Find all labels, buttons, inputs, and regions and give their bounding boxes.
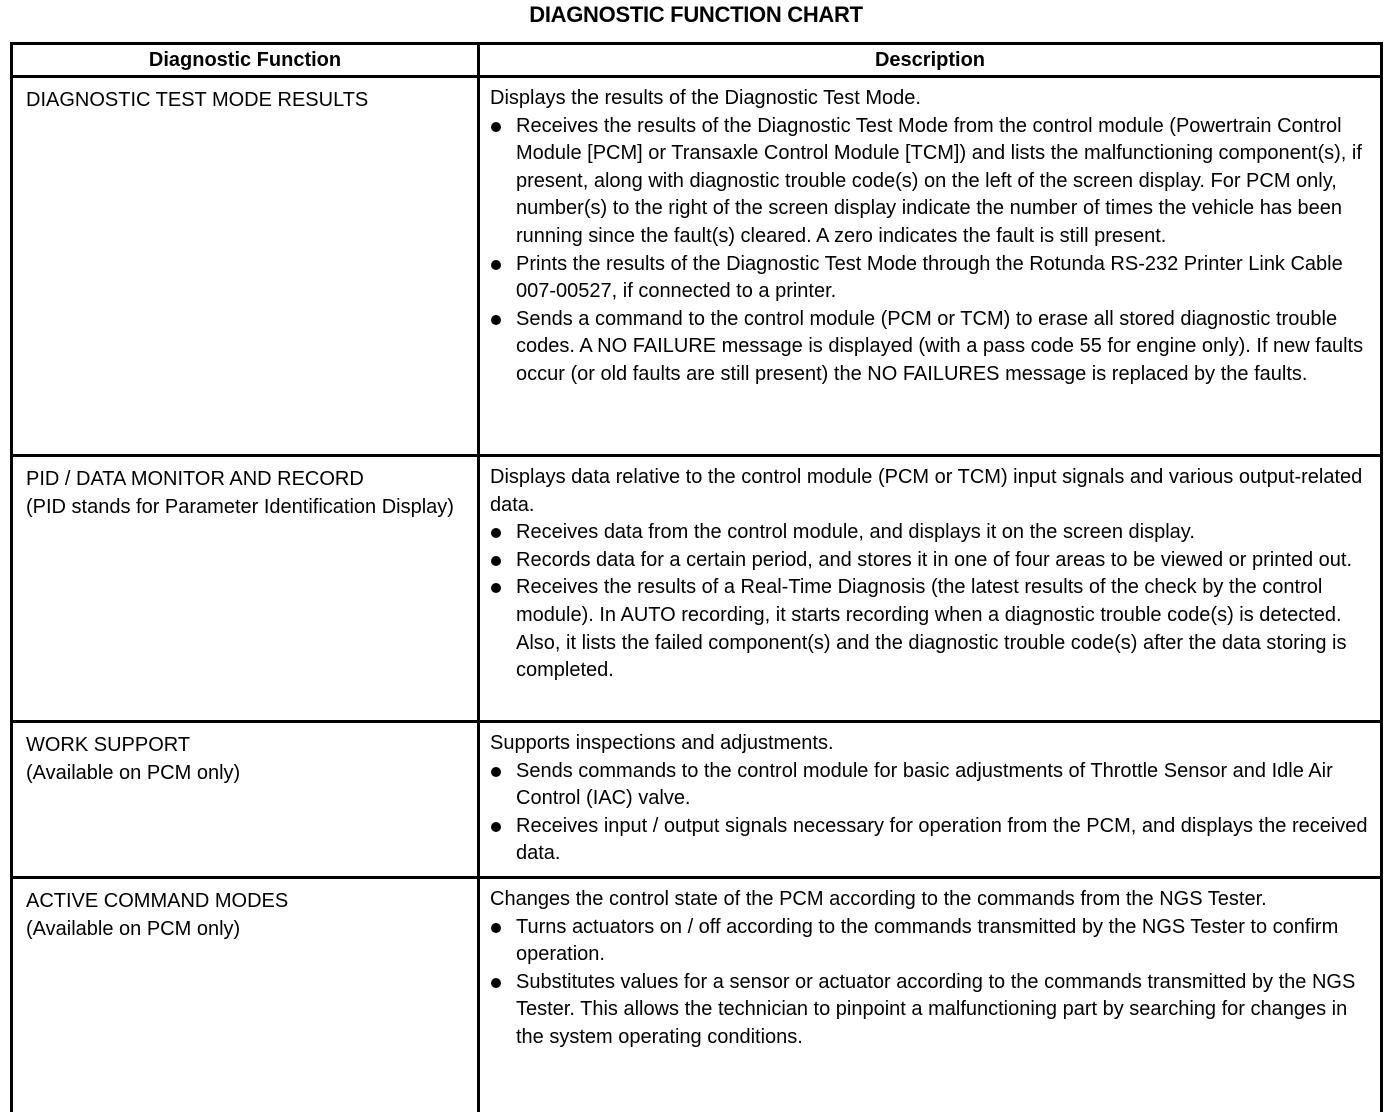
function-note: (Available on PCM only) <box>26 918 241 940</box>
description-intro: Changes the control state of the PCM according to the commands from the NGS Tester. <box>490 888 1267 910</box>
description-cell <box>479 722 1382 878</box>
bullet-text: Sends commands to the control module for basic adjustments of Throttle Sensor and Idle Air Control (IAC) valve. <box>516 759 1333 810</box>
function-name: DIAGNOSTIC TEST MODE RESULTS <box>26 89 369 111</box>
list-item <box>490 306 1368 389</box>
function-name: PID / DATA MONITOR AND RECORD <box>26 468 364 490</box>
bullet-text: Receives the results of the Diagnostic Test Mode from the control module (Powertrain Control Module [PCM] or Transaxle Control Module [TCM]) and lists the malfunctioning component(s), if present, along with diagnostic trouble code(s) on the left of the screen display. For PCM only, number(s) to the right of the screen display indicate the number of times the vehicle has been running since the fault(s) cleared. A zero indicates the fault is still present. <box>516 114 1362 247</box>
bullet-list <box>490 519 1368 685</box>
list-item <box>490 547 1368 575</box>
bullet-icon <box>491 923 501 933</box>
bullet-list <box>490 914 1368 1052</box>
table-row <box>12 77 1382 456</box>
bullet-text: Receives input / output signals necessary for operation from the PCM, and displays the received data. <box>516 814 1368 865</box>
list-item <box>490 574 1368 684</box>
bullet-text: Receives data from the control module, and displays it on the screen display. <box>516 521 1195 544</box>
function-note: (Available on PCM only) <box>26 762 241 784</box>
bullet-icon <box>491 556 501 566</box>
bullet-icon <box>491 260 501 270</box>
list-item <box>490 758 1368 813</box>
description-cell <box>479 456 1382 722</box>
function-cell <box>12 456 479 722</box>
bullet-icon <box>491 978 501 988</box>
bullet-icon <box>491 315 501 325</box>
bullet-icon <box>491 122 501 132</box>
list-item <box>490 813 1368 868</box>
chart-title: DIAGNOSTIC FUNCTION CHART <box>529 2 863 27</box>
function-name: WORK SUPPORT <box>26 734 191 756</box>
description-cell <box>479 77 1382 456</box>
list-item <box>490 113 1368 251</box>
description-cell <box>479 878 1382 1112</box>
table-row <box>12 456 1382 722</box>
bullet-text: Records data for a certain period, and stores it in one of four areas to be viewed or printed out. <box>516 548 1353 571</box>
bullet-list <box>490 758 1368 868</box>
function-cell <box>12 77 479 456</box>
table-row <box>12 722 1382 878</box>
bullet-list <box>490 113 1368 389</box>
bullet-text: Substitutes values for a sensor or actuator according to the commands transmitted by the NGS Tester. This allows the technician to pinpoint a malfunctioning part by searching for changes in the system operating conditions. <box>516 970 1356 1048</box>
function-cell <box>12 722 479 878</box>
list-item <box>490 251 1368 306</box>
bullet-text: Turns actuators on / off according to the commands transmitted by the NGS Tester to confirm operation. <box>516 915 1339 966</box>
list-item <box>490 969 1368 1052</box>
function-cell <box>12 878 479 1112</box>
header-diagnostic-function: Diagnostic Function <box>12 44 479 77</box>
description-intro: Supports inspections and adjustments. <box>490 732 834 754</box>
bullet-text: Prints the results of the Diagnostic Test Mode through the Rotunda RS-232 Printer Link Cable 007-00527, if connected to a printer. <box>516 252 1343 303</box>
bullet-icon <box>491 583 501 593</box>
bullet-icon <box>491 767 501 777</box>
table-row <box>12 878 1382 1112</box>
header-description: Description <box>479 44 1382 77</box>
bullet-icon <box>491 822 501 832</box>
list-item <box>490 519 1368 547</box>
function-note: (PID stands for Parameter Identification Display) <box>26 496 454 518</box>
list-item <box>490 914 1368 969</box>
table-header-row <box>12 44 1382 77</box>
description-intro: Displays the results of the Diagnostic Test Mode. <box>490 87 921 109</box>
diagnostic-function-table <box>10 42 1383 1112</box>
bullet-icon <box>491 528 501 538</box>
bullet-text: Sends a command to the control module (PCM or TCM) to erase all stored diagnostic trouble codes. A NO FAILURE message is displayed (with a pass code 55 for engine only). If new faults occur (or old faults are still present) the NO FAILURES message is replaced by the faults. <box>516 307 1364 385</box>
description-intro: Displays data relative to the control module (PCM or TCM) input signals and various output-related data. <box>490 466 1363 516</box>
function-name: ACTIVE COMMAND MODES <box>26 890 289 912</box>
bullet-text: Receives the results of a Real-Time Diagnosis (the latest results of the check by the control module). In AUTO recording, it starts recording when a diagnostic trouble code(s) is detected. Also, it lists the failed component(s) and the diagnostic trouble code(s) after the data storing is completed. <box>516 576 1347 682</box>
